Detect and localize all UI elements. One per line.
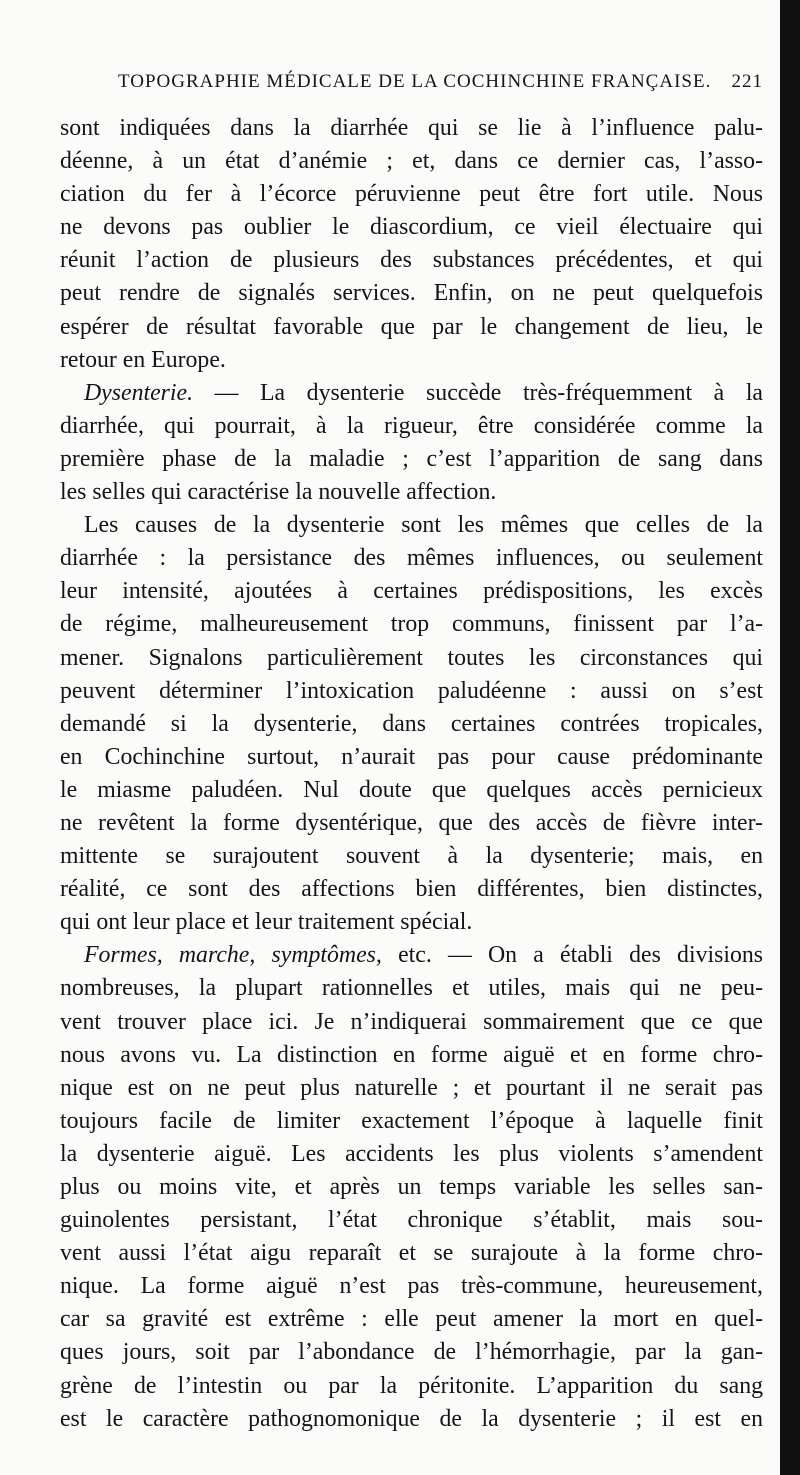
text-line: ciation du fer à l’écorce péruvienne peut être fort utile. Nous: [60, 181, 763, 208]
text-line: [60, 377, 763, 410]
text-line: mittente se surajoutent souvent à la dysenterie; mais, en: [60, 843, 763, 870]
text-line: mener. Signalons particulièrement toutes les circonstances qui: [60, 644, 763, 671]
section-heading-dysenterie: Dysenterie.: [84, 379, 194, 406]
text-line: toujours facile de limiter exactement l’époque à laquelle finit: [60, 1107, 763, 1134]
text-line: peuvent déterminer l’intoxication paludéenne : aussi on s’est: [60, 677, 763, 704]
text-line: ne devons pas oublier le diascordium, ce vieil électuaire qui: [60, 214, 763, 241]
text-line: peut rendre de signalés services. Enfin, on ne peut quelquefois: [60, 280, 763, 307]
text-line: la dysenterie aiguë. Les accidents les plus violents s’amendent: [60, 1140, 763, 1167]
text-line: car sa gravité est extrême : elle peut amener la mort en quel-: [60, 1306, 763, 1333]
text-line: le miasme paludéen. Nul doute que quelques accès pernicieux: [60, 776, 763, 803]
text-line: retour en Europe.: [60, 346, 226, 373]
text-line: leur intensité, ajoutées à certaines prédispositions, les excès: [60, 578, 763, 605]
text-line: qui ont leur place et leur traitement spécial.: [60, 909, 473, 936]
text-line: nombreuses, la plupart rationnelles et utiles, mais qui ne peu-: [60, 975, 763, 1002]
text-line: guinolentes persistant, l’état chronique s’établit, mais sou-: [60, 1207, 763, 1234]
text-line: en Cochinchine surtout, n’aurait pas pour cause prédominante: [60, 743, 763, 770]
text-line: demandé si la dysenterie, dans certaines contrées tropicales,: [60, 710, 763, 737]
text-line: Les causes de la dysenterie sont les mêmes que celles de la: [84, 512, 763, 539]
text-line: ne revêtent la forme dysentérique, que des accès de fièvre inter-: [60, 809, 763, 836]
text-line: réalité, ce sont des affections bien différentes, bien distinctes,: [60, 876, 763, 903]
text-line: sont indiquées dans la diarrhée qui se lie à l’influence palu-: [60, 115, 763, 141]
text-line: vent trouver place ici. Je n’indiquerai sommairement que ce que: [60, 1008, 763, 1035]
text-line: ques jours, soit par l’abondance de l’hémorrhagie, par la gan-: [60, 1339, 763, 1366]
text-line: déenne, à un état d’anémie ; et, dans ce dernier cas, l’asso-: [60, 148, 763, 175]
running-title: TOPOGRAPHIE MÉDICALE DE LA COCHINCHINE FRANÇAISE.: [118, 71, 712, 92]
text-line: [60, 939, 763, 972]
text-line: les selles qui caractérise la nouvelle affection.: [60, 479, 497, 506]
text-line: est le caractère pathognomonique de la dysenterie ; il est en: [60, 1405, 763, 1432]
text-line: première phase de la maladie ; c’est l’apparition de sang dans: [60, 445, 763, 472]
text-line: plus ou moins vite, et après un temps variable les selles san-: [60, 1174, 763, 1200]
text-line: grène de l’intestin ou par la péritonite. L’apparition du sang: [60, 1372, 763, 1399]
text-line: espérer de résultat favorable que par le changement de lieu, le: [60, 313, 763, 340]
section-heading-formes: Formes, marche, symptômes,: [84, 942, 382, 969]
text-line: diarrhée : la persistance des mêmes influences, ou seulement: [60, 545, 763, 572]
body-text: [60, 112, 763, 1436]
text-line: diarrhée, qui pourrait, à la rigueur, être considérée comme la: [60, 412, 763, 439]
text-line: réunit l’action de plusieurs des substances précédentes, et qui: [60, 247, 763, 274]
text-line: nous avons vu. La distinction en forme aiguë et en forme chro-: [60, 1041, 763, 1068]
text-run: etc. — On a établi des divisions: [381, 942, 764, 969]
text-line: de régime, malheureusement trop communs, finissent par l’a-: [60, 611, 763, 638]
text-line: nique est on ne peut plus naturelle ; et pourtant il ne serait pas: [60, 1074, 763, 1101]
text-run: — La dysenterie succède très-fréquemment à la: [193, 379, 763, 406]
page-number: 221: [731, 71, 763, 92]
text-line: nique. La forme aiguë n’est pas très-commune, heureusement,: [60, 1273, 763, 1300]
text-line: vent aussi l’état aigu reparaît et se surajoute à la forme chro-: [60, 1240, 763, 1267]
